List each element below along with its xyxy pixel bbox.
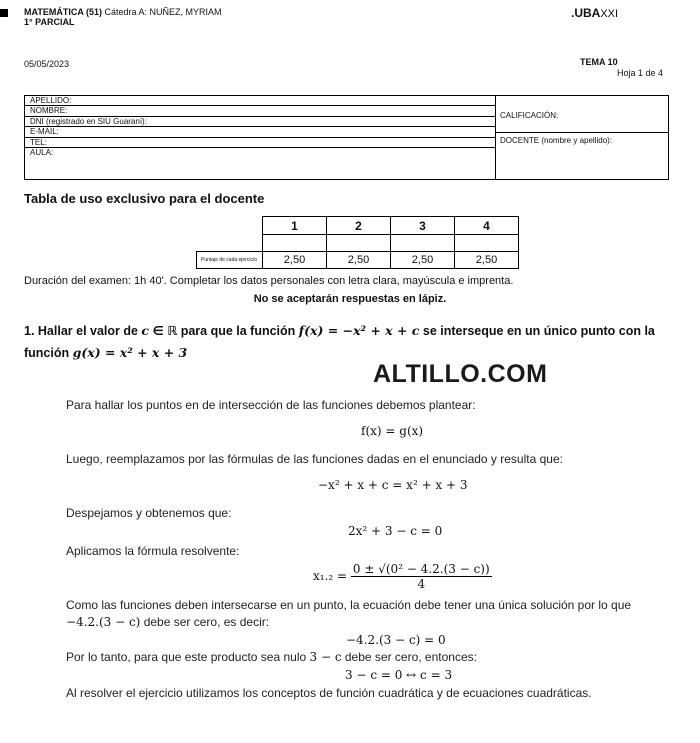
score-blank-3 [391, 235, 455, 252]
catedra: Cátedra A: NUÑEZ, MYRIAM [104, 7, 222, 17]
solution-p2: Luego, reemplazamos por las fórmulas de las funciones dadas en el enunciado y resulta que: [66, 452, 563, 466]
question-1 [24, 320, 684, 364]
p6-expr: 3 − c [309, 650, 342, 664]
field-aula[interactable]: AULA: [30, 147, 54, 157]
duration-instructions: Duración del examen: 1h 40'. Completar los datos personales con letra clara, mayúscula e imprenta. [24, 275, 514, 287]
q1-text-b: para que la función [177, 324, 299, 338]
score-blank-1 [263, 235, 327, 252]
score-header-2: 2 [327, 217, 391, 235]
p5-text-b: debe ser cero, es decir: [140, 615, 270, 629]
eq4-fraction [351, 562, 492, 591]
page-count: Hoja 1 de 4 [617, 68, 664, 78]
tema-label: TEMA 10 [580, 57, 618, 67]
personal-fields [25, 96, 496, 179]
solution-p5 [66, 597, 686, 631]
grading-box [495, 96, 668, 179]
score-header-3: 3 [391, 217, 455, 235]
score-table-title: Tabla de uso exclusivo para el docente [24, 191, 265, 206]
solution-p3: Despejamos y obtenemos que: [66, 506, 232, 520]
q1-f-def: f(x) = −x² + x + c [298, 323, 420, 338]
solution-p4: Aplicamos la fórmula resolvente: [66, 544, 240, 558]
docente-label: DOCENTE (nombre y apellido): [500, 136, 613, 145]
score-value-3: 2,50 [391, 252, 455, 269]
equation-3: 2x² + 3 − c = 0 [348, 524, 443, 538]
equation-5: −4.2.(3 − c) = 0 [346, 633, 446, 647]
field-email[interactable]: E-MAIL: [25, 127, 495, 137]
solution-p7: Al resolver el ejercicio utilizamos los conceptos de función cuadrática y de ecuaciones cuadráticas. [66, 686, 592, 700]
q1-g-def: g(x) = x² + x + 3 [72, 345, 188, 360]
solution-p1: Para hallar los puntos en de intersección de las funciones debemos plantear: [66, 398, 476, 412]
uba-text: .UBA [571, 6, 601, 20]
exam-date: 05/05/2023 [24, 59, 70, 69]
field-apellido[interactable]: APELLIDO: [25, 96, 495, 106]
solution-p6 [66, 650, 477, 664]
field-nombre[interactable]: NOMBRE: [25, 106, 495, 116]
q1-text-c: se interseque en un único punto con la función [24, 324, 655, 360]
course-name: MATEMÁTICA (51) [24, 7, 102, 17]
score-table [196, 216, 519, 269]
course-header [24, 7, 222, 27]
p5-text-a: Como las funciones deben intersecarse en un punto, la ecuación debe tener una única solución por lo que [66, 598, 632, 612]
eq4-denominator: 4 [417, 577, 426, 591]
field-tel[interactable]: TEL: [25, 138, 495, 148]
eq4-lhs: x₁.₂ = [313, 569, 348, 583]
score-blank-2 [327, 235, 391, 252]
uba-logo [571, 6, 618, 20]
equation-6: 3 − c = 0 ↔ c = 3 [345, 668, 453, 682]
personal-data-box [24, 95, 669, 180]
altillo-watermark: ALTILLO.COM [373, 360, 548, 388]
equation-2: −x² + x + c = x² + x + 3 [318, 478, 468, 492]
score-row-label: Puntaje de cada ejercicio [197, 252, 263, 269]
score-header-1: 1 [263, 217, 327, 235]
calificacion-label: CALIFICACIÓN: [495, 96, 668, 133]
q1-c-var: c [141, 323, 150, 338]
header-bullet [0, 9, 8, 17]
score-table-corner [197, 217, 263, 235]
eq4-numerator: 0 ± √(0² − 4.2.(3 − c)) [352, 562, 490, 576]
p6-text-a: Por lo tanto, para que este producto sea nulo [66, 650, 310, 664]
score-value-1: 2,50 [263, 252, 327, 269]
pencil-warning: No se aceptarán respuestas en lápiz. [253, 293, 447, 305]
q1-text-a: 1. Hallar el valor de [24, 324, 142, 338]
equation-1: f(x) = g(x) [361, 424, 424, 438]
equation-4 [313, 562, 492, 591]
score-blank-4 [455, 235, 519, 252]
score-header-4: 4 [455, 217, 519, 235]
p6-text-b: debe ser cero, entonces: [341, 650, 477, 664]
p5-expr: −4.2.(3 − c) [66, 615, 141, 629]
parcial-label: 1° PARCIAL [24, 17, 75, 27]
score-value-4: 2,50 [455, 252, 519, 269]
field-dni[interactable]: DNI (registrado en SIU Guaraní): [25, 117, 495, 127]
uba-suffix: XXI [600, 8, 619, 20]
score-table-blank [197, 235, 263, 252]
q1-in-r: ∈ ℝ [149, 324, 178, 338]
score-value-2: 2,50 [327, 252, 391, 269]
